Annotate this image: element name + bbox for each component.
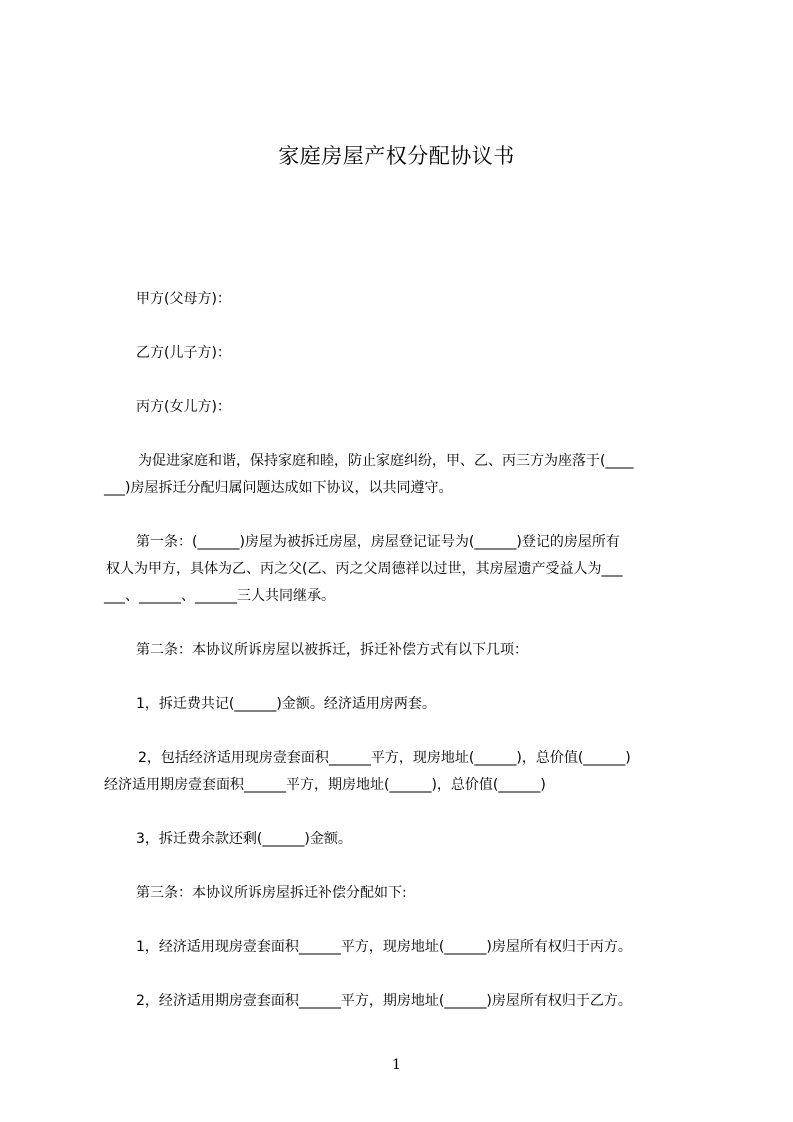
- intro-line-2: ___)房屋拆迁分配归属问题达成如下协议，以共同遵守。: [104, 480, 453, 496]
- page-number: 1: [392, 1057, 401, 1073]
- party-b-line: 乙方(儿子方)：: [136, 345, 231, 361]
- intro-line-1: 为促进家庭和谐，保持家庭和睦，防止家庭纠纷，甲、乙、丙三方为座落于(____: [138, 453, 634, 469]
- article-1-line-1: 第一条：(______)房屋为被拆迁房屋，房屋登记证号为(______)登记的房屋所有: [136, 534, 620, 550]
- paragraph-gap: [104, 502, 704, 529]
- article-3-heading: 第三条：本协议所诉房屋拆迁补偿分配如下:: [136, 885, 407, 901]
- article-3-item-2: 2，经济适用期房壹套面积______平方，期房地址(______)房屋所有权归于乙方。: [136, 993, 632, 1009]
- paragraph-gap: [104, 907, 704, 934]
- article-1-line-2: 权人为甲方，具体为乙、丙之父(乙、丙之父周德祥以过世，其房屋遗产受益人为___: [106, 561, 623, 577]
- paragraph-gap: [104, 718, 704, 745]
- article-2-item-2-line-2: 经济适用期房壹套面积______平方，期房地址(______)，总价值(______): [104, 777, 546, 793]
- article-2-item-3: 3，拆迁费余款还剩(______)金额。: [136, 831, 352, 847]
- paragraph-gap: [104, 421, 704, 448]
- article-2-item-2-line-1: 2，包括经济适用现房壹套面积______平方，现房地址(______)，总价值(______): [138, 750, 631, 766]
- article-2-heading: 第二条：本协议所诉房屋以被拆迁，拆迁补偿方式有以下几项：: [136, 642, 528, 658]
- paragraph-gap: [104, 610, 704, 637]
- document-title: 家庭房屋产权分配协议书: [278, 144, 515, 168]
- paragraph-gap: [104, 853, 704, 880]
- party-a-line: 甲方(父母方)：: [136, 291, 231, 307]
- paragraph-gap: [104, 367, 704, 394]
- document-body: [104, 286, 704, 1015]
- article-2-item-1: 1，拆迁费共记(______)金额。经济适用房两套。: [136, 696, 436, 712]
- party-c-line: 丙方(女儿方)：: [136, 399, 231, 415]
- paragraph-gap: [104, 664, 704, 691]
- article-1-line-3: ___、______、______三人共同继承。: [104, 588, 335, 604]
- paragraph-gap: [104, 313, 704, 340]
- paragraph-gap: [104, 961, 704, 988]
- article-3-item-1: 1，经济适用现房壹套面积______平方，现房地址(______)房屋所有权归于丙方。: [136, 939, 632, 955]
- paragraph-gap: [104, 799, 704, 826]
